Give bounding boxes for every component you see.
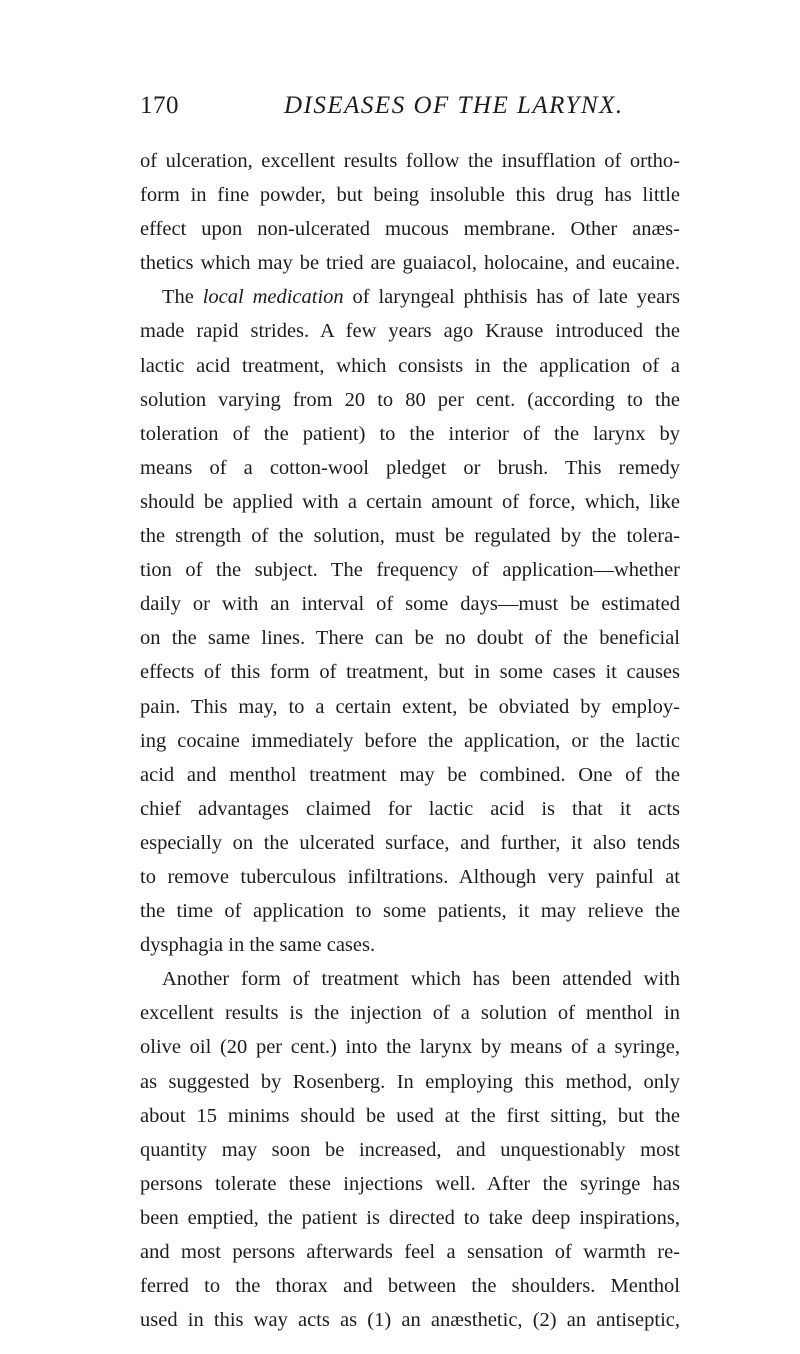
text-line: toleration of the patient) to the interior of the larynx by <box>140 422 680 445</box>
text-line: to remove tuberculous infiltrations. Although very painful at <box>140 865 680 888</box>
text-line: lactic acid treatment, which consists in the application of a <box>140 354 680 377</box>
text-line: on the same lines. There can be no doubt of the beneficial <box>140 627 680 650</box>
text-line: means of a cotton-wool pledget or brush. This remedy <box>140 456 680 479</box>
text-line: about 15 minims should be used at the first sitting, but the <box>140 1104 680 1127</box>
text-line: the time of application to some patients, it may relieve the <box>140 900 680 923</box>
text-line: should be applied with a certain amount of force, which, like <box>140 490 680 513</box>
text-line: effects of this form of treatment, but in some cases it causes <box>140 661 680 684</box>
text-line: form in fine powder, but being insoluble this drug has little <box>140 184 680 207</box>
text-line: thetics which may be tried are guaiacol, holocaine, and eucaine. <box>140 252 680 275</box>
text-line: dysphagia in the same cases. <box>140 934 376 957</box>
running-head <box>140 92 680 132</box>
running-title: DISEASES OF THE LARYNX. <box>284 92 624 119</box>
text-line: ing cocaine immediately before the application, or the lactic <box>140 729 680 752</box>
page-number: 170 <box>140 92 179 119</box>
text-run: of laryngeal phthisis has of late years <box>343 286 680 309</box>
text-line: ferred to the thorax and between the shoulders. Menthol <box>140 1275 680 1298</box>
text-line: as suggested by Rosenberg. In employing this method, only <box>140 1070 680 1093</box>
text-line: especially on the ulcerated surface, and further, it also tends <box>140 831 680 854</box>
emphasis-local-medication: local medication <box>202 286 344 309</box>
text-line: of ulceration, excellent results follow the insufflation of ortho- <box>140 150 680 172</box>
text-line: excellent results is the injection of a solution of menthol in <box>140 1002 680 1025</box>
text-run: The <box>162 286 203 309</box>
text-line: made rapid strides. A few years ago Krause introduced the <box>140 320 680 343</box>
text-line: Another form of treatment which has been attended with <box>162 968 680 991</box>
text-line: pain. This may, to a certain extent, be obviated by employ- <box>140 695 680 718</box>
text-line: and most persons afterwards feel a sensation of warmth re- <box>140 1241 680 1263</box>
text-line: daily or with an interval of some days—must be estimated <box>140 593 680 616</box>
text-line <box>140 280 680 314</box>
text-line: quantity may soon be increased, and unquestionably most <box>140 1138 680 1161</box>
text-line: been emptied, the patient is directed to take deep inspirations, <box>140 1206 680 1229</box>
text-line: tion of the subject. The frequency of application—whether <box>140 559 680 582</box>
text-line: acid and menthol treatment may be combined. One of the <box>140 763 680 786</box>
text-line: chief advantages claimed for lactic acid is that it acts <box>140 797 680 820</box>
text-line: the strength of the solution, must be regulated by the tolera- <box>140 525 680 548</box>
text-line: used in this way acts as (1) an anæsthetic, (2) an antiseptic, <box>140 1309 680 1332</box>
text-line: olive oil (20 per cent.) into the larynx by means of a syringe, <box>140 1036 680 1059</box>
text-line: persons tolerate these injections well. After the syringe has <box>140 1172 680 1195</box>
body-text <box>140 144 680 1337</box>
text-line: solution varying from 20 to 80 per cent. (according to the <box>140 388 680 411</box>
text-line: effect upon non-ulcerated mucous membrane. Other anæs- <box>140 218 680 241</box>
